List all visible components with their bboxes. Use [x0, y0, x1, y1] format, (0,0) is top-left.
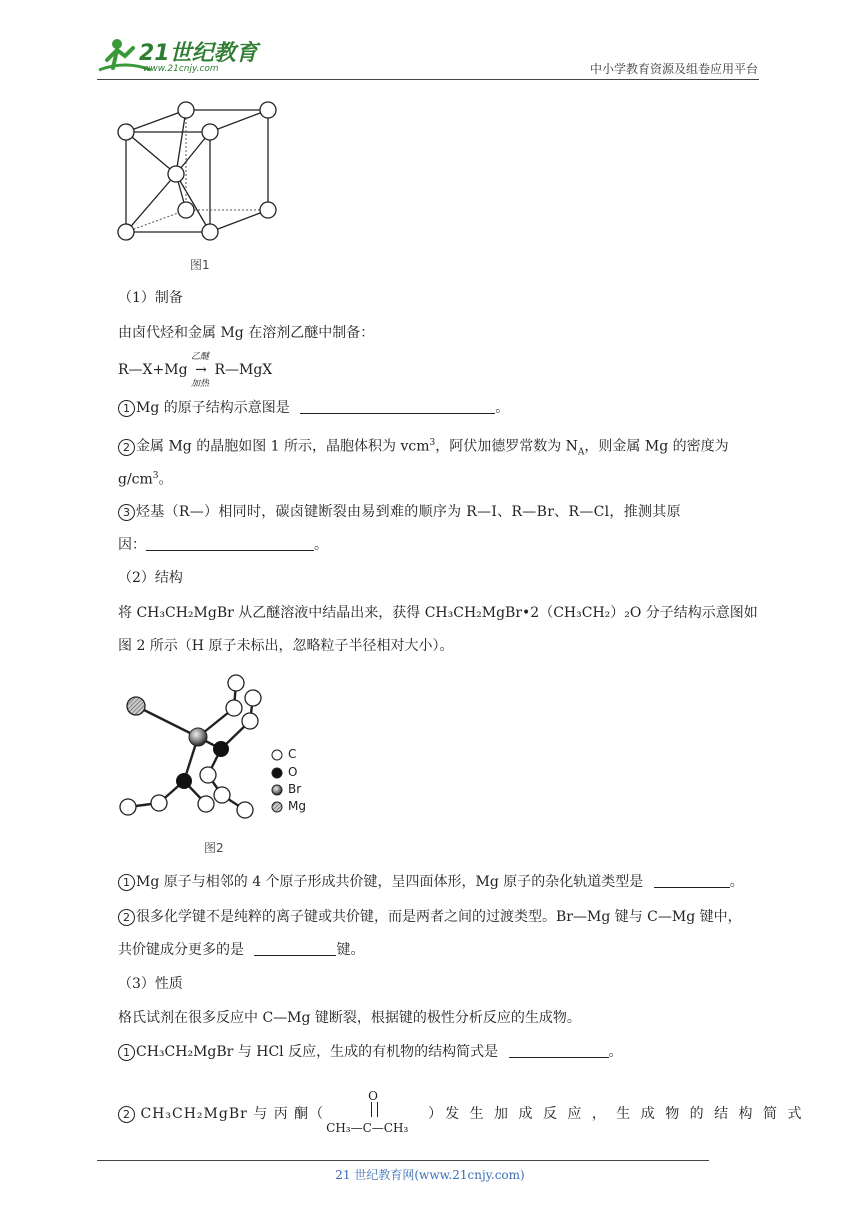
section-3-question-1: 1 CH₃CH₂MgBr 与 HCl 反应，生成的有机物的结构简式是 。	[118, 1042, 623, 1062]
figure-1-caption: 图1	[190, 258, 210, 272]
section-1-question-3-cont: 因： 。	[118, 537, 328, 553]
footer-site-link[interactable]: 21 世纪教育网(www.21cnjy.com)	[335, 1168, 525, 1182]
legend-bromine: Br	[288, 782, 302, 796]
answer-blank[interactable]	[254, 941, 336, 956]
section-2-question-1: 1 Mg 原子与相邻的 4 个原子形成共价键，呈四面体形，Mg 原子的杂化轨道类型是 。	[118, 872, 744, 892]
answer-blank[interactable]	[654, 873, 730, 888]
acetone-oxygen: O	[368, 1089, 378, 1103]
legend-magnesium: Mg	[288, 799, 306, 813]
figure-2-caption: 图2	[204, 841, 224, 855]
logo-url: www.21cnjy.com	[143, 64, 219, 74]
reaction-right: R—MgX	[214, 362, 273, 378]
question-number: 2	[118, 1106, 135, 1123]
logo-text: 21世纪教育	[139, 41, 258, 66]
section-2-title: （2）结构	[118, 570, 183, 586]
molecule-diagram	[112, 665, 332, 840]
reaction-condition-below: 加热	[191, 379, 210, 389]
question-number: 2	[118, 439, 135, 456]
reaction-arrow: → 乙醚 加热	[192, 360, 210, 380]
header-platform-text: 中小学教育资源及组卷应用平台	[589, 62, 758, 76]
reaction-left: R—X+Mg	[118, 362, 188, 378]
reaction-condition-above: 乙醚	[191, 352, 210, 362]
acetone-formula: CH₃—C—CH₃	[326, 1121, 409, 1135]
site-logo[interactable]	[95, 30, 265, 80]
figure-2	[112, 665, 332, 860]
section-1-question-3: 3 烃基（R—）相同时，碳卤键断裂由易到难的顺序为 R—I、R—Br、R—Cl，推测其原	[118, 502, 681, 522]
section-2-para-1: 将 CH₃CH₂MgBr 从乙醚溶液中结晶出来，获得 CH₃CH₂MgBr•2（CH₃CH₂）₂O 分子结构示意图如	[118, 605, 758, 621]
answer-blank[interactable]	[509, 1043, 609, 1058]
footer-divider	[97, 1160, 709, 1161]
legend-oxygen: O	[288, 765, 298, 779]
legend-carbon: C	[288, 747, 297, 761]
section-1-intro: 由卤代烃和金属 Mg 在溶剂乙醚中制备：	[118, 325, 375, 341]
section-3-intro: 格氏试剂在很多反应中 C—Mg 键断裂，根据键的极性分析反应的生成物。	[118, 1010, 581, 1026]
answer-blank[interactable]	[146, 536, 314, 551]
question-number: 1	[118, 874, 135, 891]
header-divider	[97, 79, 759, 80]
question-number: 1	[118, 1044, 135, 1061]
question-number: 1	[118, 400, 135, 417]
section-2-para-2: 图 2 所示（H 原子未标出，忽略粒子半径相对大小）。	[118, 638, 454, 654]
question-number: 3	[118, 504, 135, 521]
section-1-title: （1）制备	[118, 290, 183, 306]
section-1-question-2-cont: $g/cm^3$。	[118, 471, 173, 488]
crystal-cell-diagram	[112, 96, 282, 256]
section-1-question-1: 1 Mg 的原子结构示意图是 。	[118, 398, 509, 418]
section-2-question-2-cont: 共价键成分更多的是 键。	[118, 942, 365, 958]
answer-blank[interactable]	[300, 399, 495, 414]
section-1-question-2: 2 金属 Mg 的晶胞如图 1 所示，晶胞体积为 vcm$^3$，阿伏加德罗常数为 $N_A$，则金属 Mg 的密度为	[118, 433, 729, 462]
reaction-equation	[118, 352, 273, 389]
figure-1	[112, 96, 282, 276]
section-3-title: （3）性质	[118, 976, 183, 992]
section-3-question-2: 2 CH₃CH₂MgBr 与 丙 酮（ O CH₃—C—CH₃ ）发 生 加 成 反 应 ， 生 成 物 的 结 构 简 式	[118, 1104, 804, 1124]
section-2-question-2: 2 很多化学键不是纯粹的离子键或共价键，而是两者之间的过渡类型。Br—Mg 键与 C—Mg 键中，	[118, 907, 742, 927]
acetone-double-bond	[371, 1102, 378, 1117]
question-number: 2	[118, 909, 135, 926]
